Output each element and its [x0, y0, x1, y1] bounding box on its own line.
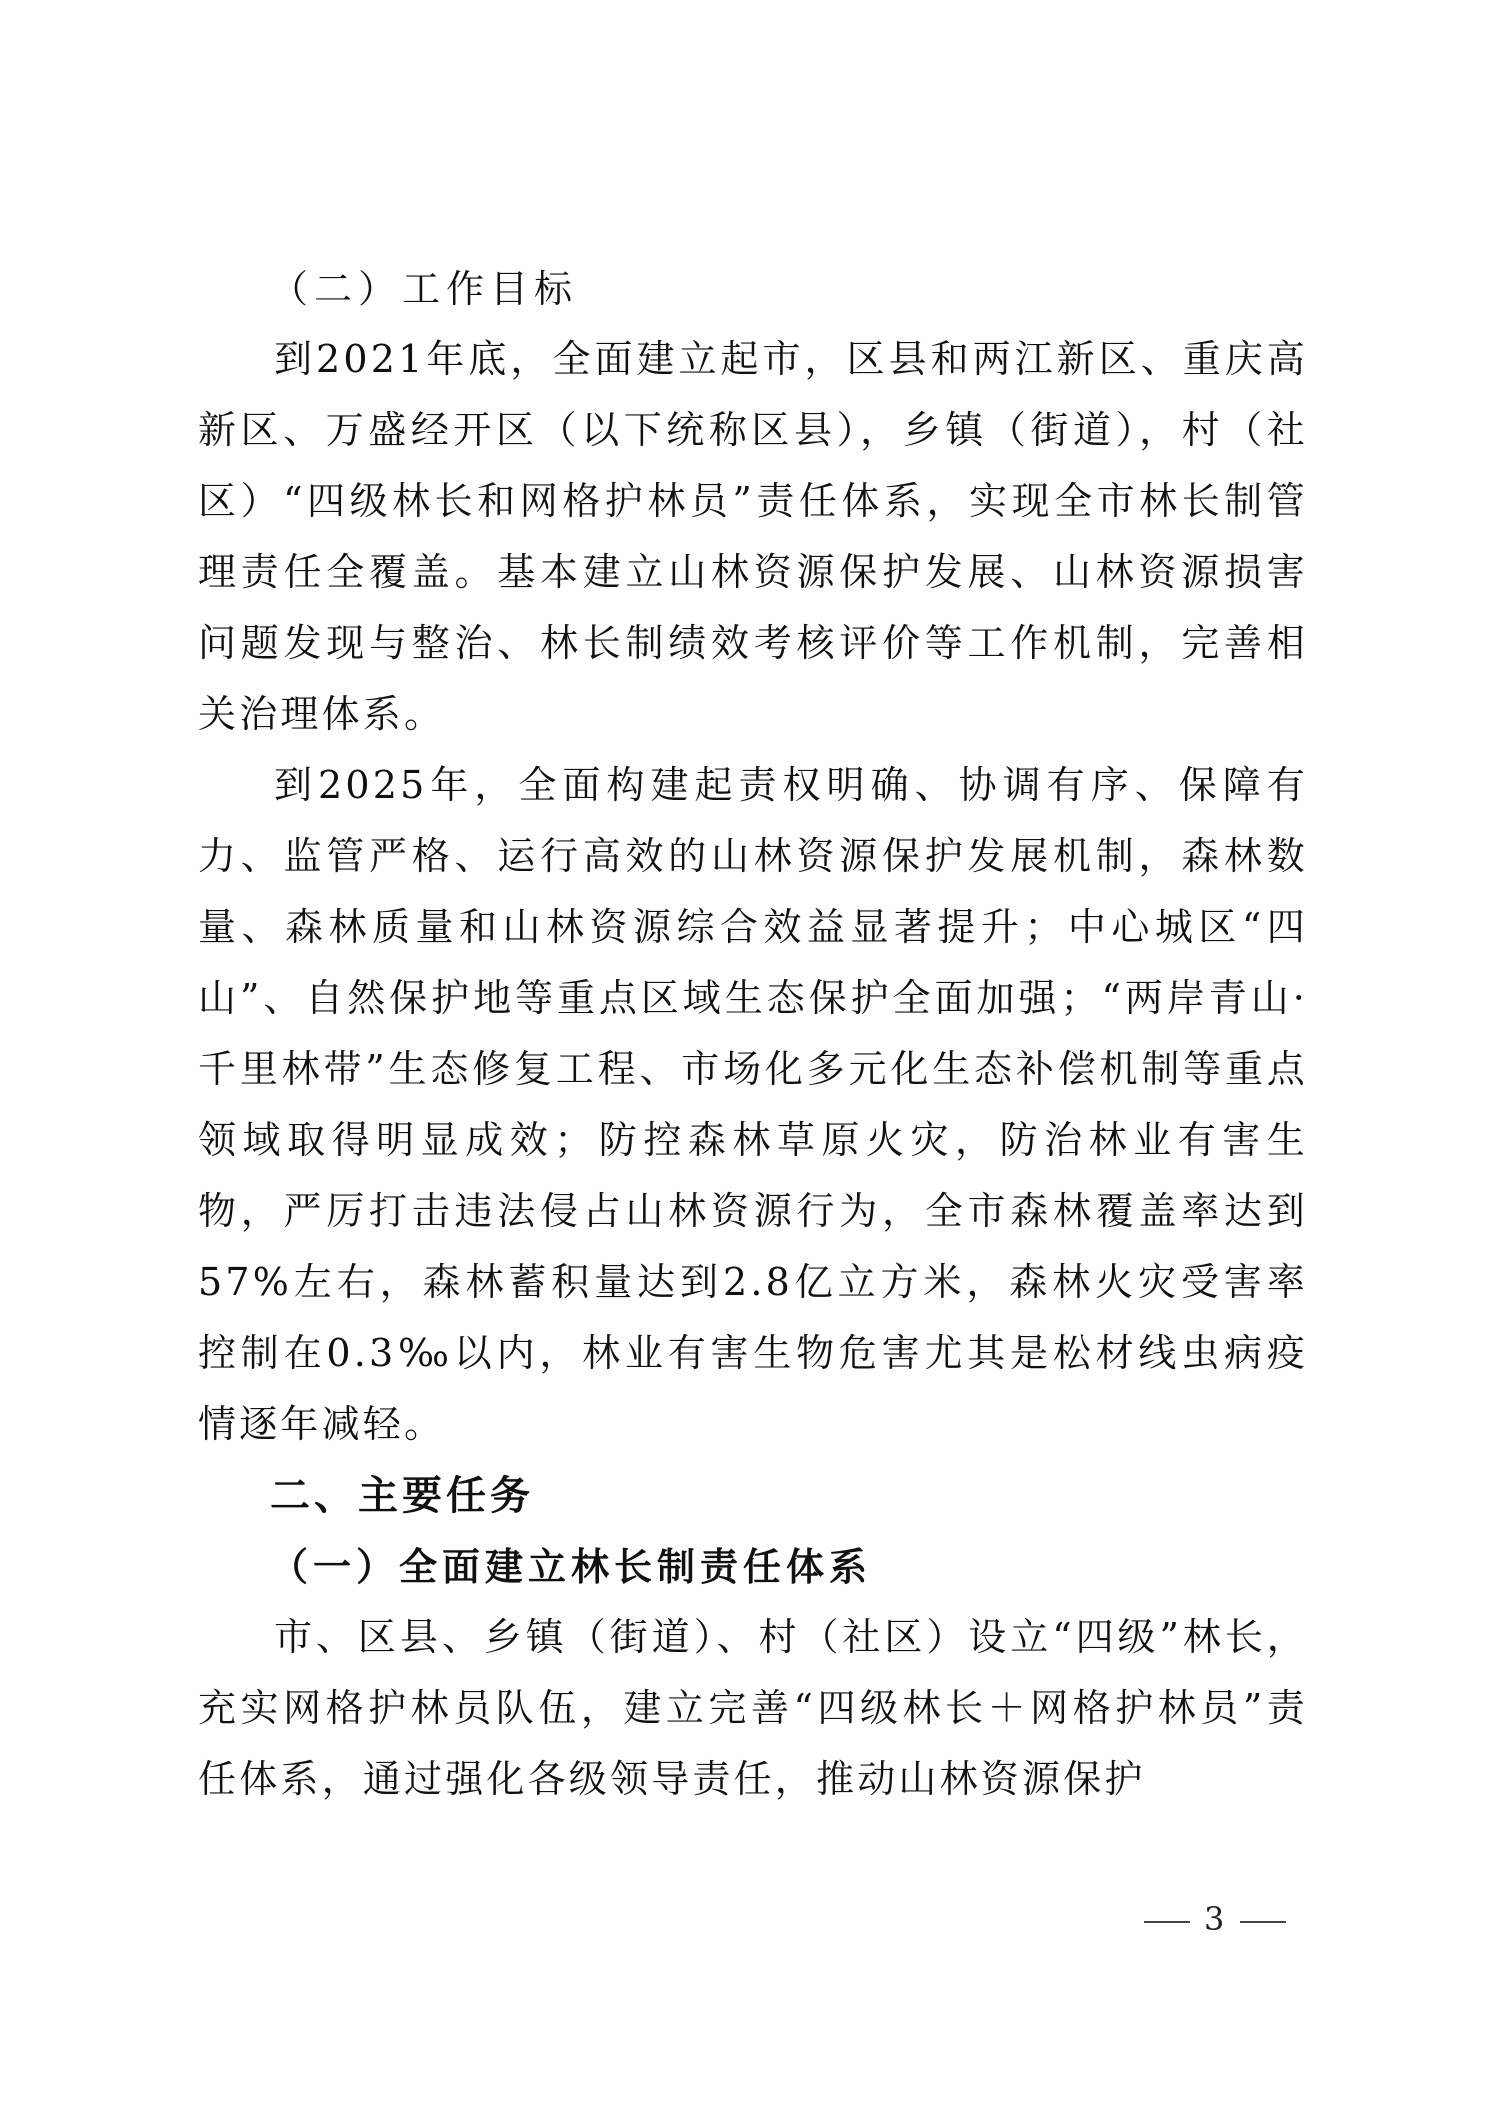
- document-body: [198, 254, 1308, 1815]
- page-number: [1130, 1900, 1300, 1938]
- page-number-dash-right: [1240, 1921, 1286, 1923]
- paragraph-goals-2025: 到2025年，全面构建起责权明确、协调有序、保障有力、监管严格、运行高效的山林资源保护发展机制，森林数量、森林质量和山林资源综合效益显著提升；中心城区“四山”、自然保护地等重点区域生态保护全面加强；“两岸青山·千里林带”生态修复工程、市场化多元化生态补偿机制等重点领域取得明显成效；防控森林草原火灾，防治林业有害生物，严厉打击违法侵占山林资源行为，全市森林覆盖率达到57%左右，森林蓄积量达到2.8亿立方米，森林火灾受害率控制在0.3‰以内，林业有害生物危害尤其是松材线虫病疫情逐年减轻。: [198, 763, 1308, 1446]
- paragraph-responsibility-system: 市、区县、乡镇（街道）、村（社区）设立“四级”林长，充实网格护林员队伍，建立完善“四级林长＋网格护林员”责任体系，通过强化各级领导责任，推动山林资源保护: [198, 1615, 1308, 1801]
- paragraph-goals-2021: 到2021年底，全面建立起市，区县和两江新区、重庆高新区、万盛经开区（以下统称区县），乡镇（街道），村（社区）“四级林长和网格护林员”责任体系，实现全市林长制管理责任全覆盖。基本建立山林资源保护发展、山林资源损害问题发现与整治、林长制绩效考核评价等工作机制，完善相关治理体系。: [198, 337, 1308, 736]
- section-heading-main-tasks: 二、主要任务: [270, 1473, 534, 1519]
- subsection-heading-responsibility-system: （一）全面建立林长制责任体系: [270, 1545, 873, 1589]
- section-heading-work-goals: （二）工作目标: [270, 267, 579, 311]
- page-number-value: 3: [1204, 1900, 1227, 1938]
- page-number-dash-left: [1144, 1921, 1190, 1923]
